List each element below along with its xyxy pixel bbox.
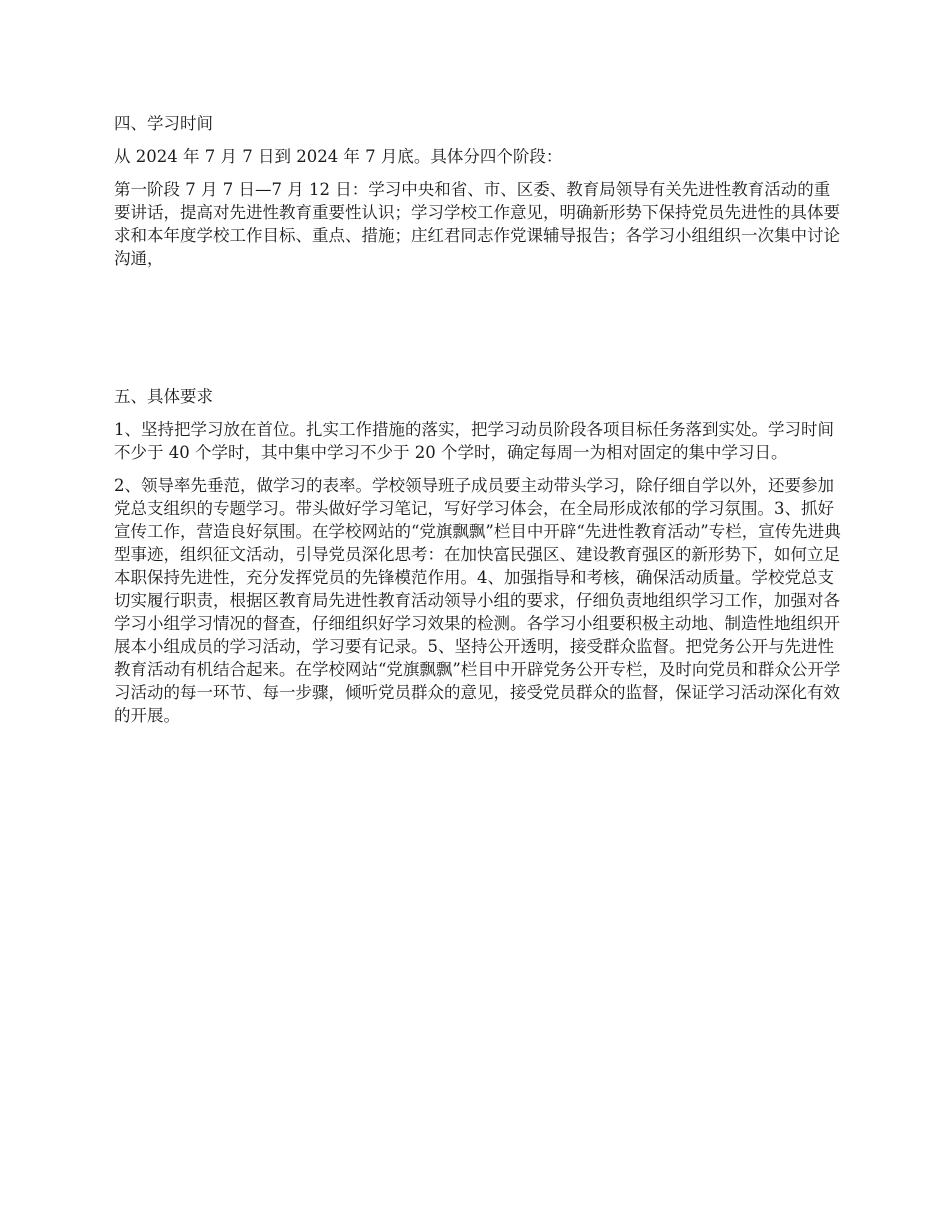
section-heading-study-time: 四、学习时间 [114,114,213,133]
section-heading-requirements: 五、具体要求 [114,387,213,406]
document-body [114,112,842,737]
requirement-item-1: 1、坚持把学习放在首位。扎实工作措施的落实，把学习动员阶段各项目标任务落到实处。学习时间不少于 40 个学时，其中集中学习不少于 20 个学时，确定每周一为相对固定的集中学习日。 [114,420,834,462]
requirement-item-2: 2、领导率先垂范，做学习的表率。学校领导班子成员要主动带头学习，除仔细自学以外，还要参加党总支组织的专题学习。带头做好学习笔记，写好学习体会，在全局形成浓郁的学习氛围。3、抓好宣传工作，营造良好氛围。在学校网站的“党旗飘飘”栏目中开辟“先进性教育活动”专栏，宣传先进典型事迹，组织征文活动，引导党员深化思考：在加快富民强区、建设教育强区的新形势下，如何立足本职保持先进性，充分发挥党员的先锋模范作用。4、加强指导和考核，确保活动质量。学校党总支切实履行职责，根据区教育局先进性教育活动领导小组的要求，仔细负责地组织学习工作，加强对各学习小组学习情况的督查，仔细组织好学习效果的检测。各学习小组要积极主动地、制造性地组织开展本小组成员的学习活动，学习要有记录。5、坚持公开透明，接受群众监督。把党务公开与先进性教育活动有机结合起来。在学校网站“党旗飘飘”栏目中开辟党务公开专栏，及时向党员和群众公开学习活动的每一环节、每一步骤，倾听党员群众的意见，接受党员群众的监督，保证学习活动深化有效的开展。 [114,476,841,725]
study-period-paragraph: 从 2024 年 7 月 7 日到 2024 年 7 月底。具体分四个阶段： [114,147,563,166]
section-spacer [114,280,842,385]
stage-one-paragraph: 第一阶段 7 月 7 日—7 月 12 日：学习中央和省、市、区委、教育局领导有关先进性教育活动的重要讲话，提高对先进性教育重要性认识；学习学校工作意见，明确新形势下保持党员先进性的具体要求和本年度学校工作目标、重点、措施；庄红君同志作党课辅导报告；各学习小组组织一次集中讨论沟通， [114,180,840,268]
